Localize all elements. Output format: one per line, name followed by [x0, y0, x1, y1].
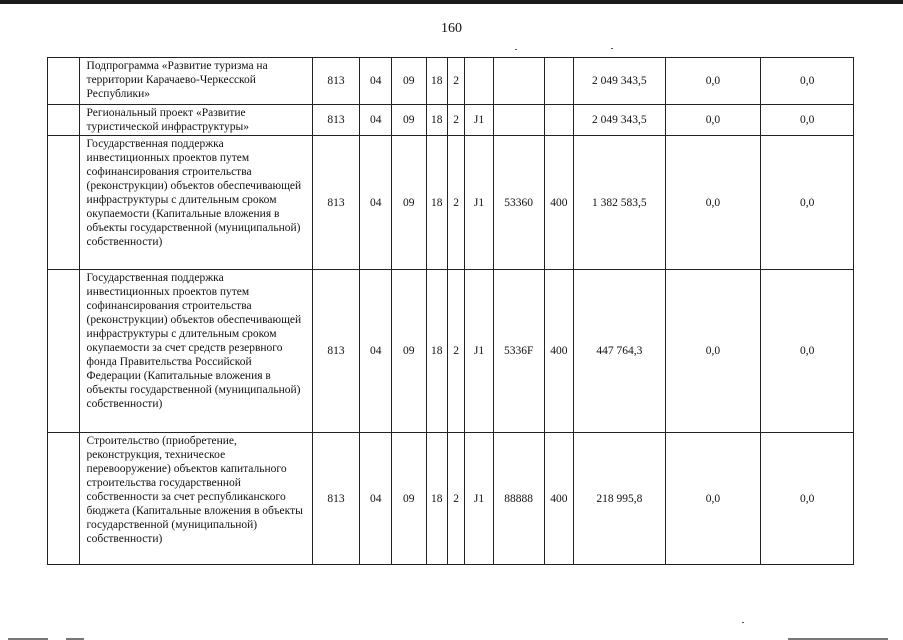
expense-name-cell: Государственная поддержка инвестиционных проектов путем софинансирования строительства (реконструкции) объектов обеспечивающей инфраструктуры с длительным сроком окупаемости (Капитальные вложения в объекты государственной (муниципальной) собственности)	[79, 136, 312, 270]
project-code-cell: J1	[465, 270, 493, 433]
row-marker-cell	[48, 58, 80, 105]
program-code-cell: 18	[426, 105, 447, 136]
amount-year-1-cell: 1 382 583,5	[574, 136, 666, 270]
table-row	[48, 58, 854, 105]
table-row	[48, 136, 854, 270]
subsection-code-cell: 09	[391, 270, 426, 433]
top-rule	[0, 0, 903, 4]
amount-year-2-cell: 0,0	[665, 433, 761, 565]
amount-year-3-cell: 0,0	[761, 270, 854, 433]
direction-code-cell: 53360	[493, 136, 544, 270]
subprogram-code-cell: 2	[447, 136, 464, 270]
subsection-code-cell: 09	[391, 58, 426, 105]
row-marker-cell	[48, 270, 80, 433]
project-code-cell: J1	[465, 136, 493, 270]
scan-speck	[611, 48, 613, 49]
subprogram-code-cell: 2	[447, 433, 464, 565]
amount-year-3-cell: 0,0	[761, 58, 854, 105]
subsection-code-cell: 09	[391, 136, 426, 270]
expense-type-code-cell: 400	[544, 270, 574, 433]
amount-year-2-cell: 0,0	[665, 136, 761, 270]
project-code-cell: J1	[465, 105, 493, 136]
program-code-cell: 18	[426, 58, 447, 105]
ministry-code-cell: 813	[312, 136, 360, 270]
row-marker-cell	[48, 433, 80, 565]
section-code-cell: 04	[360, 433, 392, 565]
ministry-code-cell: 813	[312, 433, 360, 565]
page-number: 160	[441, 21, 462, 36]
budget-table	[47, 57, 854, 565]
program-code-cell: 18	[426, 433, 447, 565]
subsection-code-cell: 09	[391, 105, 426, 136]
program-code-cell: 18	[426, 270, 447, 433]
expense-type-code-cell: 400	[544, 433, 574, 565]
section-code-cell: 04	[360, 270, 392, 433]
direction-code-cell	[493, 58, 544, 105]
scan-speck	[742, 622, 744, 623]
amount-year-2-cell: 0,0	[665, 58, 761, 105]
row-marker-cell	[48, 105, 80, 136]
row-marker-cell	[48, 136, 80, 270]
subprogram-code-cell: 2	[447, 270, 464, 433]
expense-type-code-cell	[544, 105, 574, 136]
table-row	[48, 105, 854, 136]
subprogram-code-cell: 2	[447, 58, 464, 105]
project-code-cell: J1	[465, 433, 493, 565]
program-code-cell: 18	[426, 136, 447, 270]
scan-speck	[515, 49, 517, 50]
expense-name-cell: Региональный проект «Развитие туристической инфраструктуры»	[79, 105, 312, 136]
expense-type-code-cell	[544, 58, 574, 105]
expense-name-cell: Строительство (приобретение, реконструкция, техническое перевооружение) объектов капитального строительства государственной собственности за счет республиканского бюджета (Капитальные вложения в объекты государственной (муниципальной) собственности)	[79, 433, 312, 565]
amount-year-3-cell: 0,0	[761, 105, 854, 136]
amount-year-1-cell: 447 764,3	[574, 270, 666, 433]
direction-code-cell	[493, 105, 544, 136]
next-page-fragment	[0, 632, 903, 640]
amount-year-2-cell: 0,0	[665, 270, 761, 433]
ministry-code-cell: 813	[312, 270, 360, 433]
section-code-cell: 04	[360, 136, 392, 270]
amount-year-2-cell: 0,0	[665, 105, 761, 136]
amount-year-3-cell: 0,0	[761, 136, 854, 270]
subsection-code-cell: 09	[391, 433, 426, 565]
direction-code-cell: 5336F	[493, 270, 544, 433]
direction-code-cell: 88888	[493, 433, 544, 565]
expense-name-cell: Подпрограмма «Развитие туризма на территории Карачаево-Черкесской Республики»	[79, 58, 312, 105]
subprogram-code-cell: 2	[447, 105, 464, 136]
project-code-cell	[465, 58, 493, 105]
ministry-code-cell: 813	[312, 105, 360, 136]
amount-year-1-cell: 218 995,8	[574, 433, 666, 565]
ministry-code-cell: 813	[312, 58, 360, 105]
section-code-cell: 04	[360, 105, 392, 136]
expense-type-code-cell: 400	[544, 136, 574, 270]
expense-name-cell: Государственная поддержка инвестиционных проектов путем софинансирования строительства (реконструкции) объектов обеспечивающей инфраструктуры с длительным сроком окупаемости за счет средств резервного фонда Правительства Российской Федерации (Капитальные вложения в объекты государственной (муниципальной) собственности)	[79, 270, 312, 433]
amount-year-1-cell: 2 049 343,5	[574, 105, 666, 136]
amount-year-3-cell: 0,0	[761, 433, 854, 565]
amount-year-1-cell: 2 049 343,5	[574, 58, 666, 105]
section-code-cell: 04	[360, 58, 392, 105]
table-row	[48, 270, 854, 433]
table-row	[48, 433, 854, 565]
